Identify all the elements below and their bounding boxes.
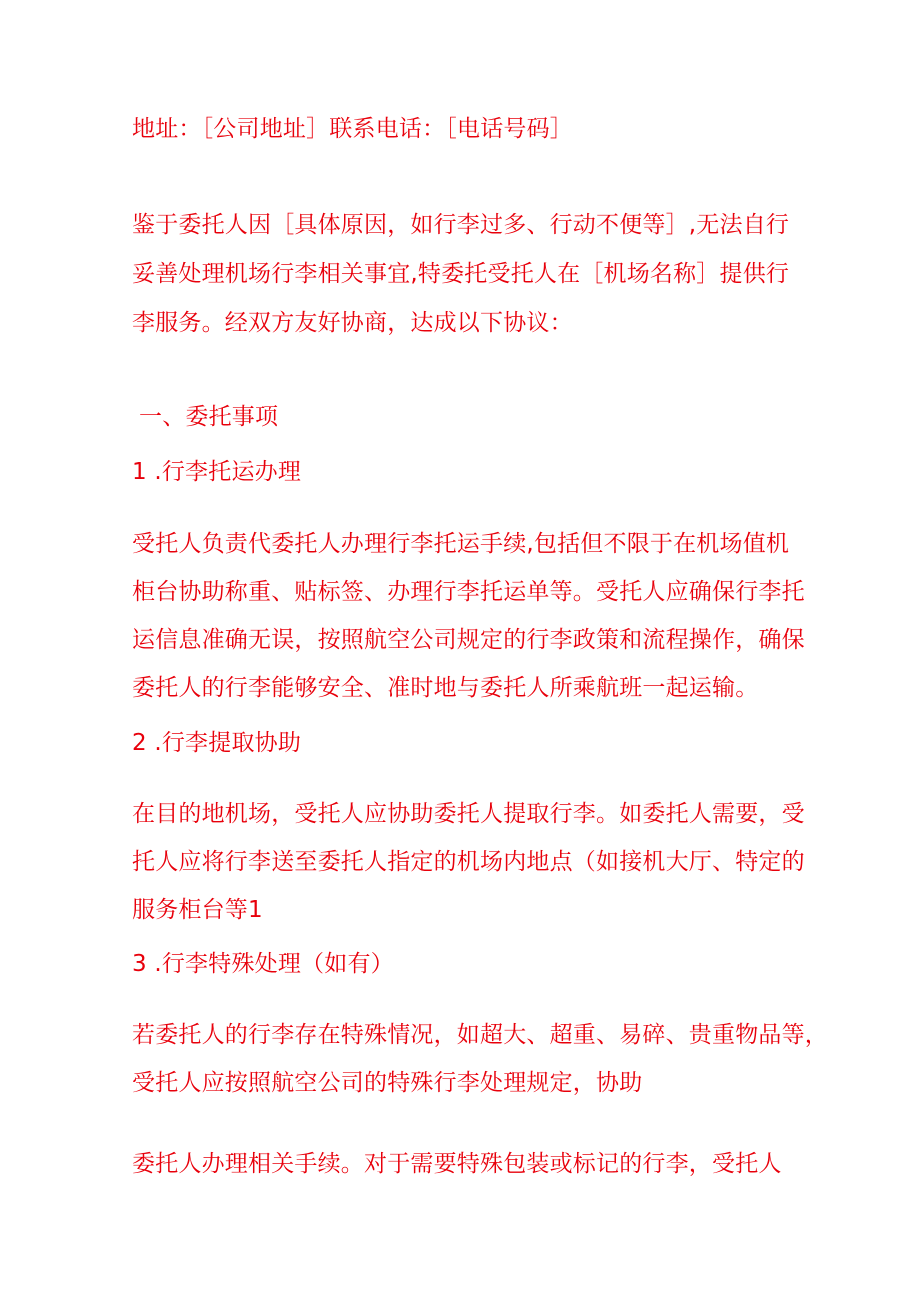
section-title: 一、委托事项 [139,404,279,430]
paragraph-line: 若委托人的行李存在特殊情况，如超大、超重、易碎、贵重物品等， [132,1022,828,1048]
preamble-line: 李服务。经双方友好协商，达成以下协议： [132,310,573,336]
paragraph-line: 托人应将行李送至委托人指定的机场内地点（如接机大厅、特定的 [132,849,805,875]
paragraph-line: 委托人的行李能够安全、准时地与委托人所乘航班一起运输。 [132,675,759,701]
item-title-baggage-claim: 2 .行李提取协助 [132,730,302,756]
paragraph-line: 柜台协助称重、贴标签、办理行李托运单等。受托人应确保行李托 [132,579,805,605]
address-contact-line: 地址：［公司地址］联系电话：［电话号码］ [132,116,573,142]
paragraph-line: 服务柜台等1 [132,897,263,923]
item-title-baggage-checkin: 1 .行李托运办理 [132,459,302,485]
paragraph-line: 委托人办理相关手续。对于需要特殊包装或标记的行李，受托人 [132,1151,782,1177]
paragraph-line: 在目的地机场，受托人应协助委托人提取行李。如委托人需要，受 [132,801,805,827]
paragraph-line: 受托人负责代委托人办理行李托运手续,包括但不限于在机场值机 [132,531,790,557]
paragraph-line: 运信息准确无误，按照航空公司规定的行李政策和流程操作，确保 [132,627,805,653]
preamble-line: 鉴于委托人因［具体原因，如行李过多、行动不便等］,无法自行 [132,212,790,238]
paragraph-line: 受托人应按照航空公司的特殊行李处理规定，协助 [132,1070,643,1096]
preamble-line: 妥善处理机场行李相关事宜,特委托受托人在［机场名称］提供行 [132,261,790,287]
item-title-special-handling: 3 .行李特殊处理（如有） [132,951,394,977]
